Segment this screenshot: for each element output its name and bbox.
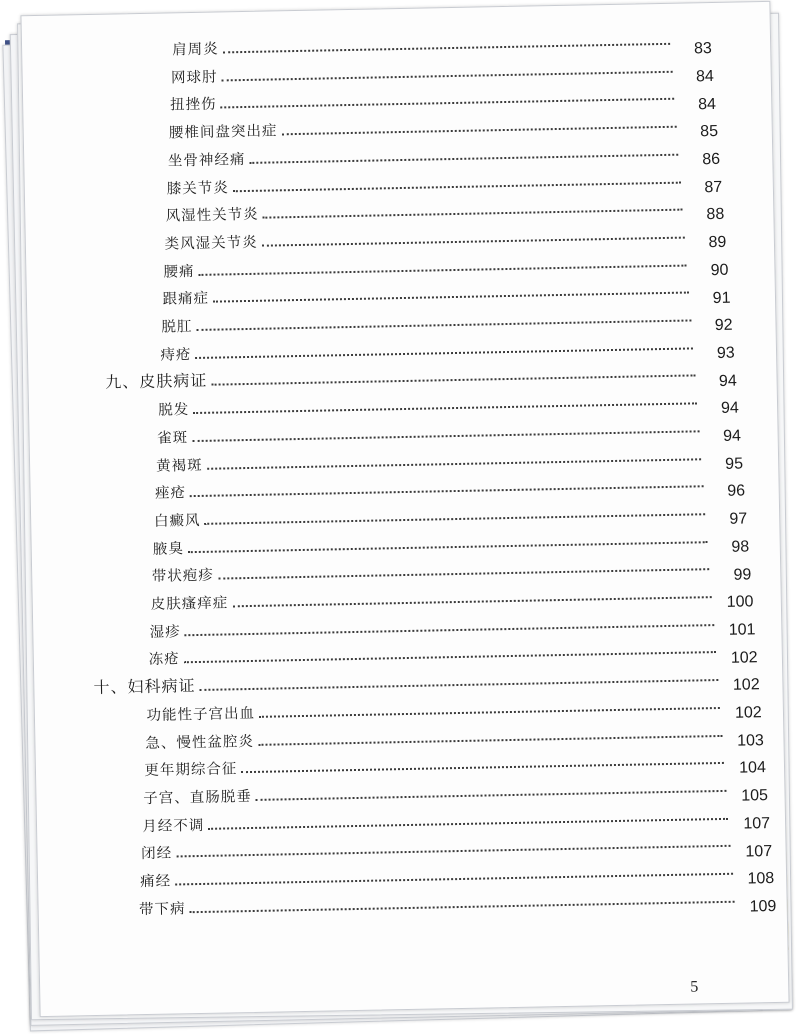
dot-leader xyxy=(222,69,673,81)
toc-page-number: 96 xyxy=(727,482,746,501)
dot-leader xyxy=(207,457,702,469)
toc-entry-title: 膝关节炎 xyxy=(166,179,229,198)
dot-leader xyxy=(233,180,681,192)
toc-entry-title: 风湿性关节炎 xyxy=(165,206,259,225)
toc-entry-title: 十、妇科病证 xyxy=(93,676,196,698)
toc-page-number: 92 xyxy=(714,316,733,335)
toc-entry-title: 脱肛 xyxy=(161,319,193,336)
dot-leader xyxy=(211,374,695,386)
toc-page-number: 107 xyxy=(745,842,773,861)
toc-entry-title: 黄褐斑 xyxy=(155,457,203,475)
toc-entry-title: 腰椎间盘突出症 xyxy=(168,123,278,142)
toc-page-number: 84 xyxy=(695,67,715,86)
dot-leader xyxy=(256,789,727,801)
dot-leader xyxy=(218,567,710,579)
toc-entry-title: 肩周炎 xyxy=(171,41,219,59)
toc-page-number: 88 xyxy=(706,206,725,224)
toc-entry-title: 痛经 xyxy=(139,873,172,891)
toc-entry-title: 痤疮 xyxy=(154,485,187,502)
dot-leader xyxy=(213,291,689,303)
dot-leader xyxy=(192,429,699,442)
toc-entry-title: 子宫、直肠脱垂 xyxy=(143,788,252,807)
toc-page-number: 102 xyxy=(732,676,760,695)
toc-entry-title: 皮肤瘙痒症 xyxy=(150,595,229,613)
dot-leader xyxy=(190,484,703,497)
toc-page-number: 94 xyxy=(718,372,737,390)
dot-leader xyxy=(281,125,676,136)
toc-entry-title: 更年期综合征 xyxy=(144,761,238,780)
toc-entry-title: 急、慢性盆腔炎 xyxy=(145,733,255,752)
toc-page-number: 101 xyxy=(728,621,756,639)
table-of-contents xyxy=(21,2,788,1016)
toc-page-number: 102 xyxy=(730,648,758,667)
dot-leader xyxy=(262,235,685,246)
toc-page-number: 86 xyxy=(702,150,721,169)
toc-page-number: 91 xyxy=(712,289,731,307)
dot-leader xyxy=(196,318,690,330)
toc-page-number: 94 xyxy=(722,427,742,445)
toc-entry-title: 网球肘 xyxy=(170,69,218,87)
dot-leader xyxy=(200,678,718,691)
toc-page-number: 93 xyxy=(716,344,735,362)
toc-entry-title: 闭经 xyxy=(141,845,173,863)
dot-leader xyxy=(208,816,728,829)
dot-leader xyxy=(232,595,711,607)
page-folio: 5 xyxy=(690,978,699,996)
toc-page-number: 109 xyxy=(749,897,777,916)
dot-leader xyxy=(195,346,693,359)
dot-leader xyxy=(193,401,697,414)
toc-page-number: 102 xyxy=(734,704,762,722)
toc-entry-title: 带下病 xyxy=(138,900,186,918)
toc-page-number: 98 xyxy=(731,538,750,556)
toc-entry-title: 类风湿关节炎 xyxy=(164,234,258,253)
dot-leader xyxy=(184,650,716,663)
toc-page-number: 107 xyxy=(743,814,771,833)
dot-leader xyxy=(223,42,670,54)
dot-leader xyxy=(176,844,730,858)
toc-page xyxy=(20,1,789,1017)
toc-entry-title: 扭挫伤 xyxy=(169,96,217,114)
dot-leader xyxy=(258,733,722,745)
dot-leader xyxy=(249,152,678,163)
toc-entry-title: 月经不调 xyxy=(142,817,205,835)
dot-leader xyxy=(241,761,724,773)
toc-page-number: 94 xyxy=(720,399,739,418)
dot-leader xyxy=(221,97,675,109)
dot-leader xyxy=(199,263,687,275)
toc-page-number: 103 xyxy=(736,731,764,750)
toc-page-number: 104 xyxy=(739,759,767,778)
toc-page-number: 99 xyxy=(733,565,752,584)
toc-page-number: 95 xyxy=(725,455,744,473)
toc-entry-title: 白癜风 xyxy=(153,512,201,530)
toc-page-number: 83 xyxy=(693,40,712,58)
toc-entry-title: 痔疮 xyxy=(160,346,192,364)
toc-entry-title: 跟痛症 xyxy=(162,291,210,308)
toc-page-number: 90 xyxy=(710,261,729,279)
toc-page-number: 105 xyxy=(741,787,769,805)
dot-leader xyxy=(259,706,720,718)
dot-leader xyxy=(188,540,708,553)
toc-entry-title: 冻疮 xyxy=(148,651,180,669)
toc-page-number: 97 xyxy=(729,510,748,528)
dot-leader xyxy=(185,623,714,636)
toc-page-number: 85 xyxy=(700,123,719,141)
dot-leader xyxy=(263,208,683,219)
toc-entry-title: 腰痛 xyxy=(163,263,195,281)
toc-entry-title: 雀斑 xyxy=(157,429,189,447)
toc-page-number: 84 xyxy=(697,95,717,113)
toc-entry-title: 腋臭 xyxy=(152,540,185,558)
toc-entry-title: 坐骨神经痛 xyxy=(167,151,246,170)
toc-entry-title: 带状疱疹 xyxy=(151,567,214,586)
dot-leader xyxy=(175,872,732,886)
toc-page-number: 108 xyxy=(747,870,775,888)
toc-entry-title: 功能性子宫出血 xyxy=(146,705,256,724)
toc-page-number: 89 xyxy=(708,233,727,252)
dot-leader xyxy=(205,512,706,525)
dot-leader xyxy=(190,899,735,912)
toc-entry-title: 脱发 xyxy=(158,402,190,419)
toc-entry-title: 湿疹 xyxy=(149,624,181,641)
toc-page-number: 87 xyxy=(704,178,723,196)
toc-entry-title: 九、皮肤病证 xyxy=(105,371,208,393)
toc-page-number: 100 xyxy=(726,593,754,612)
